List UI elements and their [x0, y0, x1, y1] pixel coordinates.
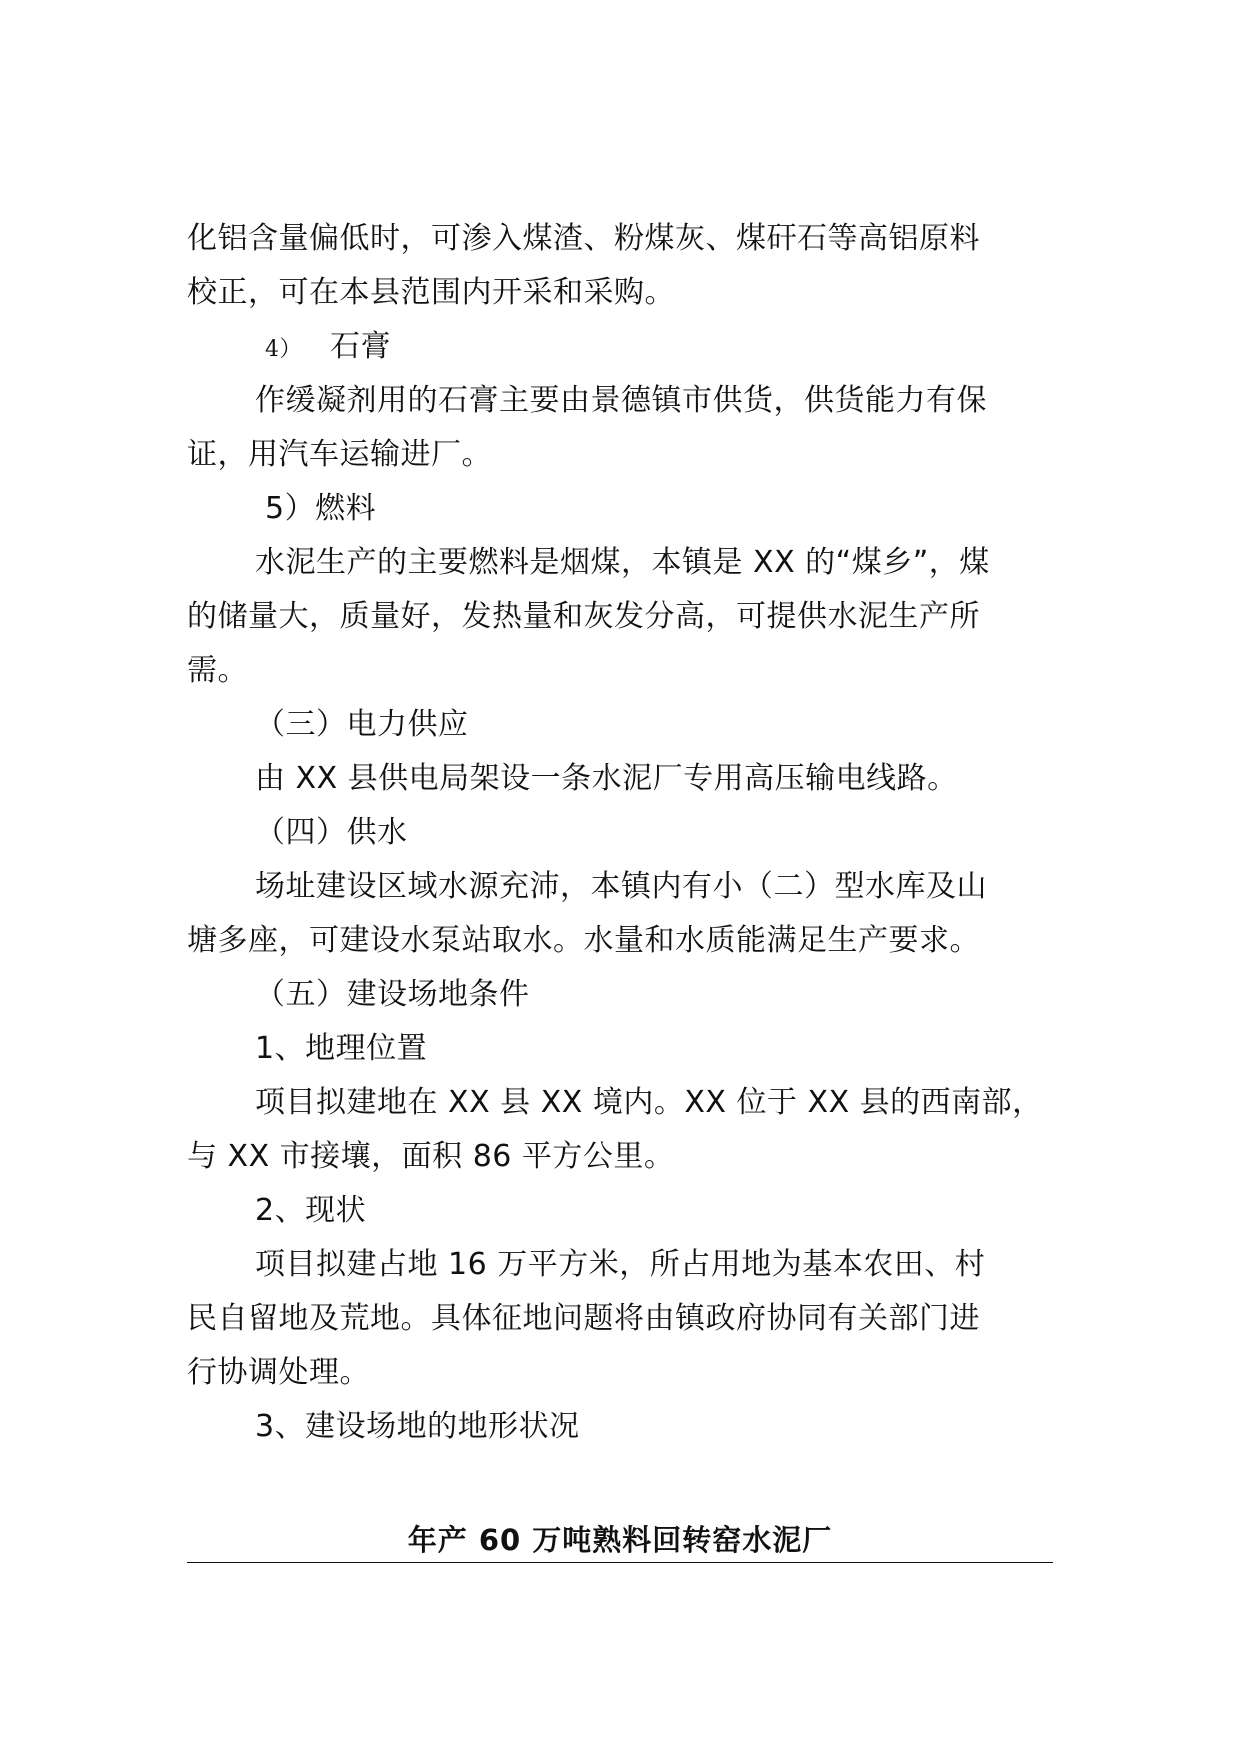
- item-heading-gypsum: [187, 320, 1053, 374]
- item-title: 石膏: [330, 329, 391, 364]
- paragraph-line: 校正，可在本县范围内开采和采购。: [187, 275, 675, 310]
- item-heading-fuel: 5）燃料: [265, 491, 377, 526]
- paragraph-line: 民自留地及荒地。具体征地问题将由镇政府协同有关部门进: [187, 1301, 980, 1336]
- subheading-status: 2、现状: [255, 1193, 367, 1228]
- subheading-location: 1、地理位置: [255, 1031, 428, 1066]
- paragraph-line: 行协调处理。: [187, 1355, 370, 1390]
- footer-title: 年产 60 万吨熟料回转窑水泥厂: [407, 1523, 833, 1557]
- paragraph-line: 证，用汽车运输进厂。: [187, 437, 492, 472]
- paragraph-line: 需。: [187, 653, 248, 688]
- paragraph-line: 场址建设区域水源充沛，本镇内有小（二）型水库及山: [255, 869, 987, 904]
- paragraph-line: 塘多座，可建设水泵站取水。水量和水质能满足生产要求。: [187, 923, 980, 958]
- item-number: 4）: [265, 337, 302, 362]
- section-heading-site: （五）建设场地条件: [255, 977, 530, 1012]
- subheading-terrain: 3、建设场地的地形状况: [255, 1409, 580, 1444]
- paragraph-line: 与 XX 市接壤，面积 86 平方公里。: [187, 1139, 675, 1174]
- paragraph-line: 由 XX 县供电局架设一条水泥厂专用高压输电线路。: [255, 761, 958, 796]
- paragraph-line: 水泥生产的主要燃料是烟煤，本镇是 XX 的“煤乡”，煤: [255, 545, 990, 580]
- page-footer: [187, 1518, 1053, 1563]
- paragraph-line: 化铝含量偏低时，可渗入煤渣、粉煤灰、煤矸石等高铝原料: [187, 221, 980, 256]
- body-text: [187, 212, 1053, 1454]
- paragraph-line: 的储量大，质量好，发热量和灰发分高，可提供水泥生产所: [187, 599, 980, 634]
- section-heading-water: （四）供水: [255, 815, 408, 850]
- section-heading-power: （三）电力供应: [255, 707, 469, 742]
- paragraph-line: 作缓凝剂用的石膏主要由景德镇市供货，供货能力有保: [255, 383, 987, 418]
- paragraph-line: 项目拟建占地 16 万平方米，所占用地为基本农田、村: [255, 1247, 986, 1282]
- paragraph-line: 项目拟建地在 XX 县 XX 境内。XX 位于 XX 县的西南部，: [255, 1085, 1043, 1120]
